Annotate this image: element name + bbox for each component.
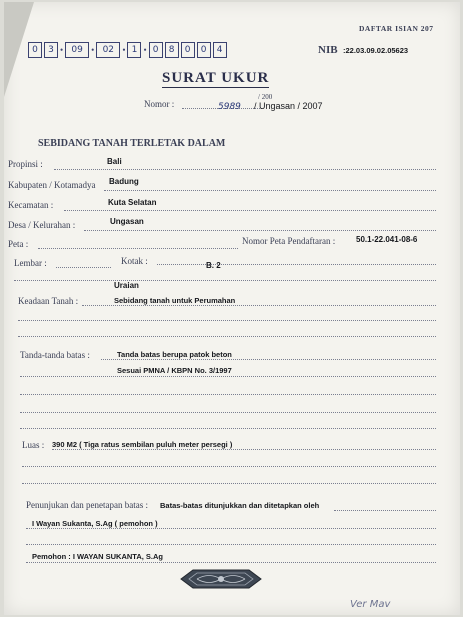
kecamatan-label: Kecamatan :: [8, 200, 54, 210]
desa-label: Desa / Kelurahan :: [8, 220, 76, 230]
dotted-line: [26, 528, 436, 529]
reg-digit: 0: [197, 42, 211, 58]
kotak-value: B. 2: [206, 261, 221, 270]
separator-dot-icon: •: [91, 45, 95, 55]
dotted-line: [14, 280, 436, 281]
reg-digit: 09: [65, 42, 89, 58]
bottom-handwritten-note: Ver Mav: [350, 599, 391, 610]
dotted-line: [54, 169, 436, 170]
propinsi-label: Propinsi :: [8, 159, 43, 169]
keadaan-tanah-label: Keadaan Tanah :: [18, 296, 79, 306]
document-title: SURAT UKUR: [162, 70, 270, 86]
dotted-line: [104, 190, 436, 191]
reg-digit: 3: [44, 42, 58, 58]
dotted-line: [101, 359, 436, 360]
nomor-printed-suffix: / 200: [258, 93, 273, 101]
dotted-line: [26, 544, 436, 545]
nomor-typed: / Ungasan / 2007: [254, 101, 323, 111]
penunjukan-value: Batas-batas ditunjukkan dan ditetapkan oleh: [160, 501, 320, 510]
separator-dot-icon: •: [143, 45, 147, 55]
dotted-line: [20, 394, 436, 395]
tanda-batas-line1: Tanda batas berupa patok beton: [117, 350, 232, 359]
nib-value: :22.03.09.02.05623: [343, 46, 409, 55]
dotted-line: [334, 510, 436, 511]
propinsi-value: Bali: [107, 157, 122, 166]
tanda-batas-line2: Sesuai PMNA / KBPN No. 3/1997: [117, 366, 232, 375]
nib-label: NIB: [318, 44, 338, 56]
dotted-line: [64, 210, 436, 211]
kotak-label: Kotak :: [121, 256, 148, 266]
luas-label: Luas :: [22, 440, 45, 450]
dotted-line: [157, 264, 436, 265]
registration-number-boxes: [28, 42, 227, 58]
peta-label: Peta :: [8, 239, 29, 249]
dotted-line: [56, 267, 111, 268]
dotted-line: [22, 483, 436, 484]
uraian-label: Uraian: [114, 281, 139, 290]
dotted-line: [20, 376, 436, 377]
reg-digit: 0: [28, 42, 42, 58]
document-page: [4, 2, 460, 615]
dotted-line: [38, 248, 238, 249]
form-name: DAFTAR ISIAN 207: [359, 24, 434, 33]
pemohon-line: Pemohon : I WAYAN SUKANTA, S.Ag: [32, 552, 163, 561]
dotted-line: [82, 305, 436, 306]
luas-value: 390 M2 ( Tiga ratus sembilan puluh meter persegi ): [52, 440, 233, 449]
reg-digit: 0: [181, 42, 195, 58]
nomor-label: Nomor :: [144, 99, 175, 109]
reg-digit: 8: [165, 42, 179, 58]
reg-digit: 0: [149, 42, 163, 58]
penunjukan-line2: I Wayan Sukanta, S.Ag ( pemohon ): [32, 519, 158, 528]
penunjukan-label: Penunjukan dan penetapan batas :: [26, 500, 148, 510]
ornamental-seal-icon: [179, 567, 263, 591]
reg-digit: 1: [127, 42, 141, 58]
kecamatan-value: Kuta Selatan: [108, 198, 157, 207]
keadaan-tanah-value: Sebidang tanah untuk Perumahan: [114, 296, 236, 305]
lembar-label: Lembar :: [14, 258, 47, 268]
dotted-line: [18, 336, 436, 337]
section-heading: SEBIDANG TANAH TERLETAK DALAM: [38, 138, 226, 149]
kabupaten-label: Kabupaten / Kotamadya: [8, 180, 96, 190]
dotted-line: [18, 320, 436, 321]
reg-digit: 4: [213, 42, 227, 58]
desa-value: Ungasan: [110, 217, 144, 226]
kabupaten-value: Badung: [109, 177, 139, 186]
dotted-line: [84, 230, 436, 231]
nomor-peta-label: Nomor Peta Pendaftaran :: [242, 236, 336, 246]
nomor-handwritten: 5989: [218, 102, 241, 112]
tanda-batas-label: Tanda-tanda batas :: [20, 350, 90, 360]
separator-dot-icon: •: [122, 45, 126, 55]
dotted-line: [52, 449, 436, 450]
separator-dot-icon: •: [60, 45, 64, 55]
dotted-line: [26, 562, 436, 563]
dotted-line: [20, 412, 436, 413]
reg-digit: 02: [96, 42, 120, 58]
dotted-line: [20, 428, 436, 429]
dotted-line: [22, 466, 436, 467]
nomor-peta-value: 50.1-22.041-08-6: [356, 235, 418, 244]
